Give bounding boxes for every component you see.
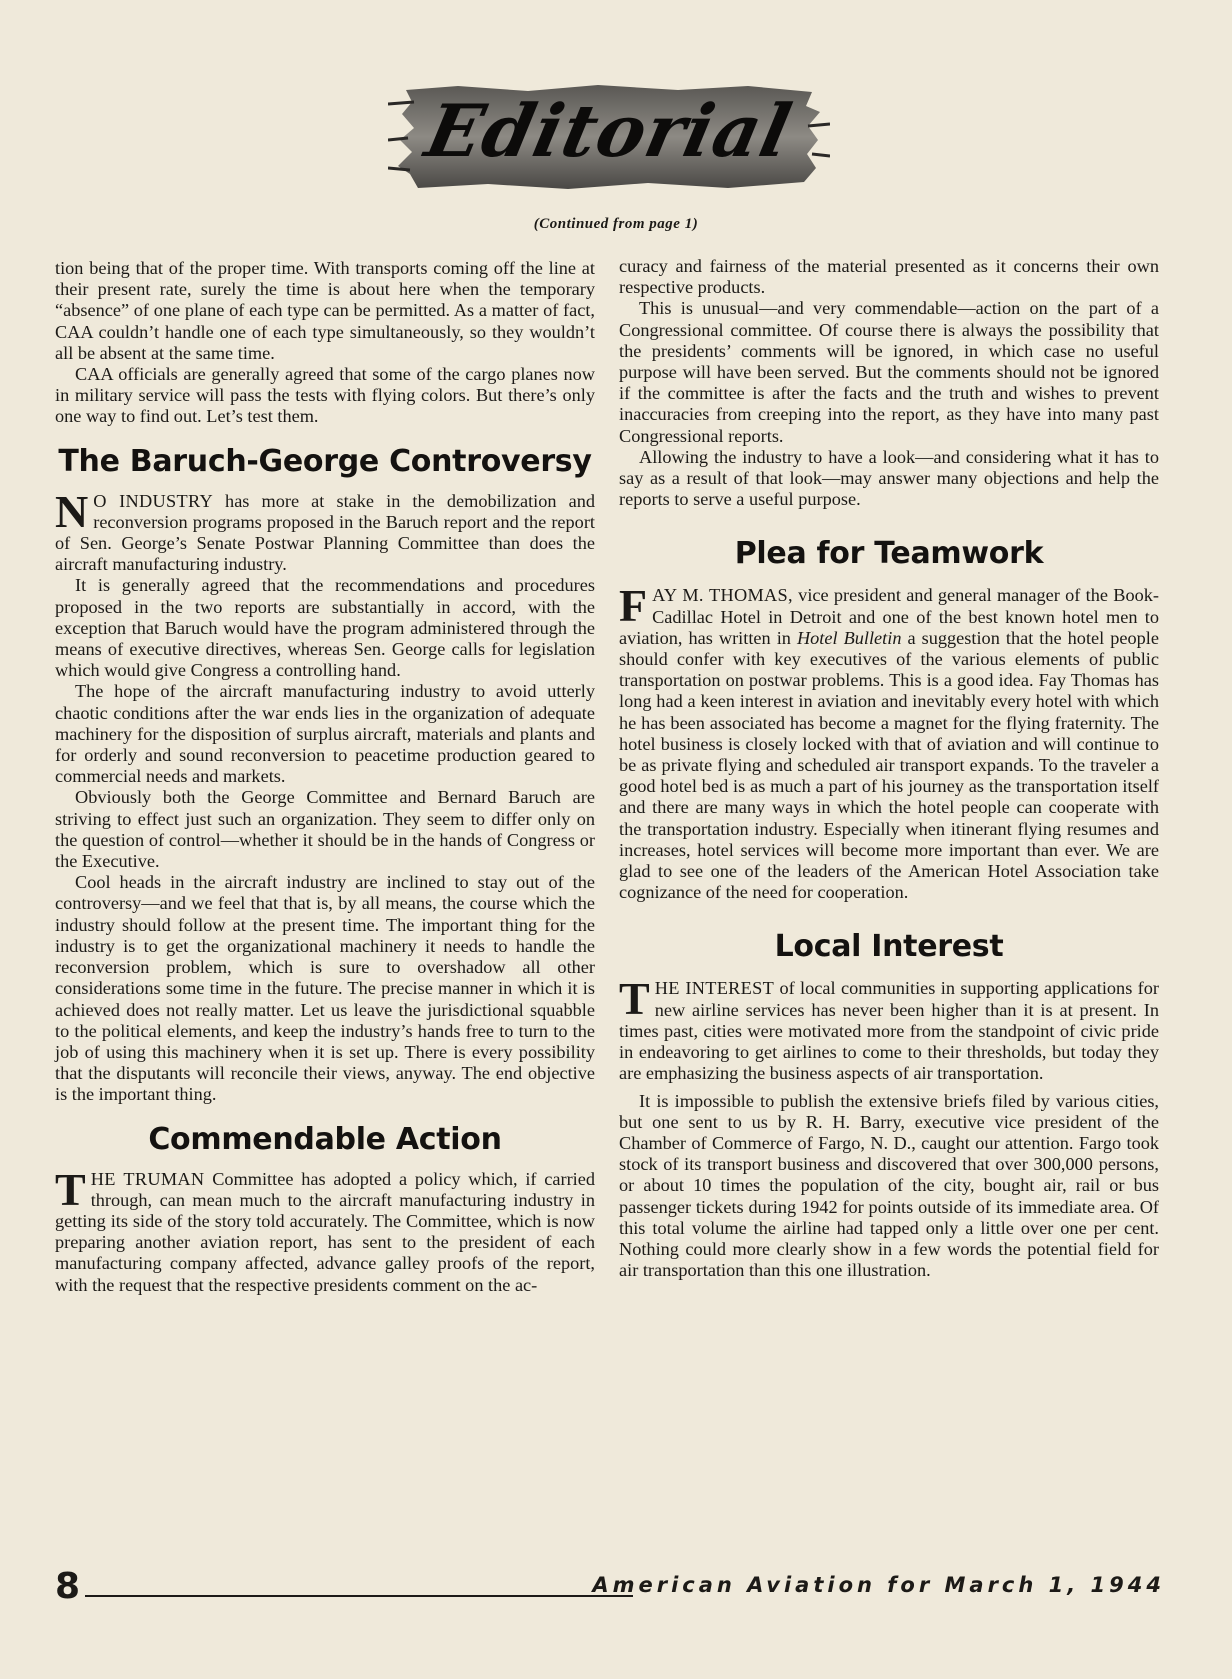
- paragraph: It is generally agreed that the recommendations and procedures proposed in the two reports are substantially in accord, with the exception that Baruch would have the program administered through the means of executive directives, whereas Sen. George calls for legislation which would give Congress a controlling hand.: [55, 575, 595, 681]
- continued-note: (Continued from page 1): [533, 216, 699, 232]
- masthead-title: Editorial: [418, 88, 800, 173]
- lead-caps: HE TRUMAN: [90, 1168, 205, 1189]
- paragraph: Cool heads in the aircraft industry are inclined to stay out of the controversy—and we feel that that is, by all means, the course which the industry should follow at the present time. The important thing for the industry is to get the organizational machinery it needs to handle the reconversion problem, which is sure to overshadow all other considerations some time in the future. The precise manner in which it is achieved does not really matter. Let us leave the jurisdictional squabble to the political elements, and keep the industry’s hands free to turn to the job of using this machinery when it is set up. There is every possibility that the disputants will reconcile their views, anyway. The end objective is the important thing.: [55, 872, 595, 1105]
- drop-cap: T: [619, 973, 650, 1025]
- lead-text-continued: a suggestion that the hotel people should confer with key executives of the various elements of public transportation on postwar problems. This is a good idea. Fay Thomas has long had a keen interest in aviation and inevitably every hotel with which he has been associated has become a magnet for the flying fraternity. The hotel business is closely locked with that of aviation and will continue to be as private flying and scheduled air transport expands. To the traveler a good hotel bed is as much a part of his journey as the transportation itself and there are many ways in which the hotel people can cooperate with the transportation industry. Especially when itinerant flying resumes and increases, hotel services will become more important than ever. We are glad to see one of the leaders of the American Hotel Association take cognizance of the need for cooperation.: [619, 627, 1159, 903]
- publication-line: American Aviation for March 1, 1944: [592, 1573, 1165, 1597]
- editorial-masthead: [388, 82, 830, 194]
- paragraph: It is impossible to publish the extensive briefs filed by various cities, but one sent to us by R. H. Barry, executive vice president of the Chamber of Commerce of Fargo, N. D., caught our attention. Fargo took stock of its transport business and discovered that over 300,000 persons, or about 10 times the population of the city, bought air, rail or bus passenger tickets during 1942 for points outside of its immediate area. Of this total volume the airline had tapped only a little over one per cent. Nothing could more clearly show in a few words the potential field for air transportation than this one illustration.: [619, 1090, 1159, 1281]
- paragraph: Obviously both the George Committee and Bernard Baruch are striving to effect just such an organization. They seem to differ only on the question of control—whether it should be in the hands of Congress or the Executive.: [55, 787, 595, 872]
- page-footer: [55, 1566, 1165, 1606]
- left-column: [55, 258, 595, 1296]
- lead-paragraph: [619, 580, 1159, 903]
- lead-paragraph: [55, 485, 596, 576]
- footer-rule: [85, 1595, 633, 1597]
- section-heading-commendable: Commendable Action: [148, 1121, 502, 1157]
- paragraph: curacy and fairness of the material presented as it concerns their own respective products.: [619, 256, 1159, 298]
- paragraph: Allowing the industry to have a look—and considering what it has to say as a result of that look—may answer many objections and help the reports to serve a useful purpose.: [619, 446, 1159, 510]
- lead-text: has more at stake in the demobilization and reconversion programs proposed in the Baruch report and the report of Sen. George’s Senate Postwar Planning Committee than does the aircraft manufacturing industry.: [55, 490, 596, 575]
- paragraph: This is unusual—and very commendable—action on the part of a Congressional committee. Of course there is always the possibility that the presidents’ comments will be ignored, in which case no useful purpose will have been served. But the comments should not be ignored if the committee is after the facts and the truth and wishes to prevent inaccuracies from creeping into the report, as they have into many past Congressional reports.: [619, 298, 1159, 446]
- drop-cap: F: [619, 580, 648, 632]
- section-heading-teamwork: Plea for Teamwork: [734, 536, 1044, 572]
- section-heading-baruch: The Baruch-George Controversy: [58, 443, 592, 479]
- section-heading-local: Local Interest: [774, 929, 1004, 965]
- right-column: [619, 256, 1159, 1281]
- lead-text: of local communities in supporting applications for new airline services has never been higher than it is at present. In times past, cities were motivated more from the standpoint of civic pride in endeavoring to get airlines to come to their thresholds, but today they are emphasizing the business aspects of air transportation.: [619, 978, 1160, 1084]
- lead-text: Committee has adopted a policy which, if carried through, can mean much to the aircraft manufacturing industry in getting its side of the story told accurately. The Committee, which is now preparing another aviation report, has sent to the president of each manufacturing company affected, advance galley proofs of the report, with the request that the respective presidents comment on the ac-: [55, 1168, 595, 1295]
- lead-caps: O INDUSTRY: [93, 490, 213, 511]
- lead-text: vice president and general manager of the Book-Cadillac Hotel in Detroit and one of the best known hotel men to aviation, has written in: [619, 585, 1159, 648]
- page-number: 8: [55, 1566, 81, 1607]
- drop-cap: N: [55, 485, 89, 537]
- lead-paragraph: [55, 1163, 595, 1296]
- paragraph: The hope of the aircraft manufacturing industry to avoid utterly chaotic conditions after the war ends lies in the organization of adequate machinery for the disposition of surplus aircraft, materials and plants and for orderly and sound reconversion to peacetime production geared to commercial needs and markets.: [55, 681, 595, 787]
- lead-paragraph: [619, 973, 1160, 1084]
- paragraph: CAA officials are generally agreed that some of the cargo planes now in military service will pass the tests with flying colors. But there’s only one way to find out. Let’s test them.: [55, 364, 595, 427]
- drop-cap: T: [55, 1163, 86, 1215]
- paragraph: tion being that of the proper time. With transports coming off the line at their present rate, surely the time is about here when the temporary “absence” of one plane of each type can be permitted. As a matter of fact, CAA couldn’t handle one of each type simultaneously, so they wouldn’t all be absent at the same time.: [55, 258, 595, 363]
- publication-title: Hotel Bulletin: [796, 627, 902, 648]
- lead-caps: HE INTEREST: [654, 978, 775, 999]
- lead-caps: AY M. THOMAS,: [652, 585, 793, 606]
